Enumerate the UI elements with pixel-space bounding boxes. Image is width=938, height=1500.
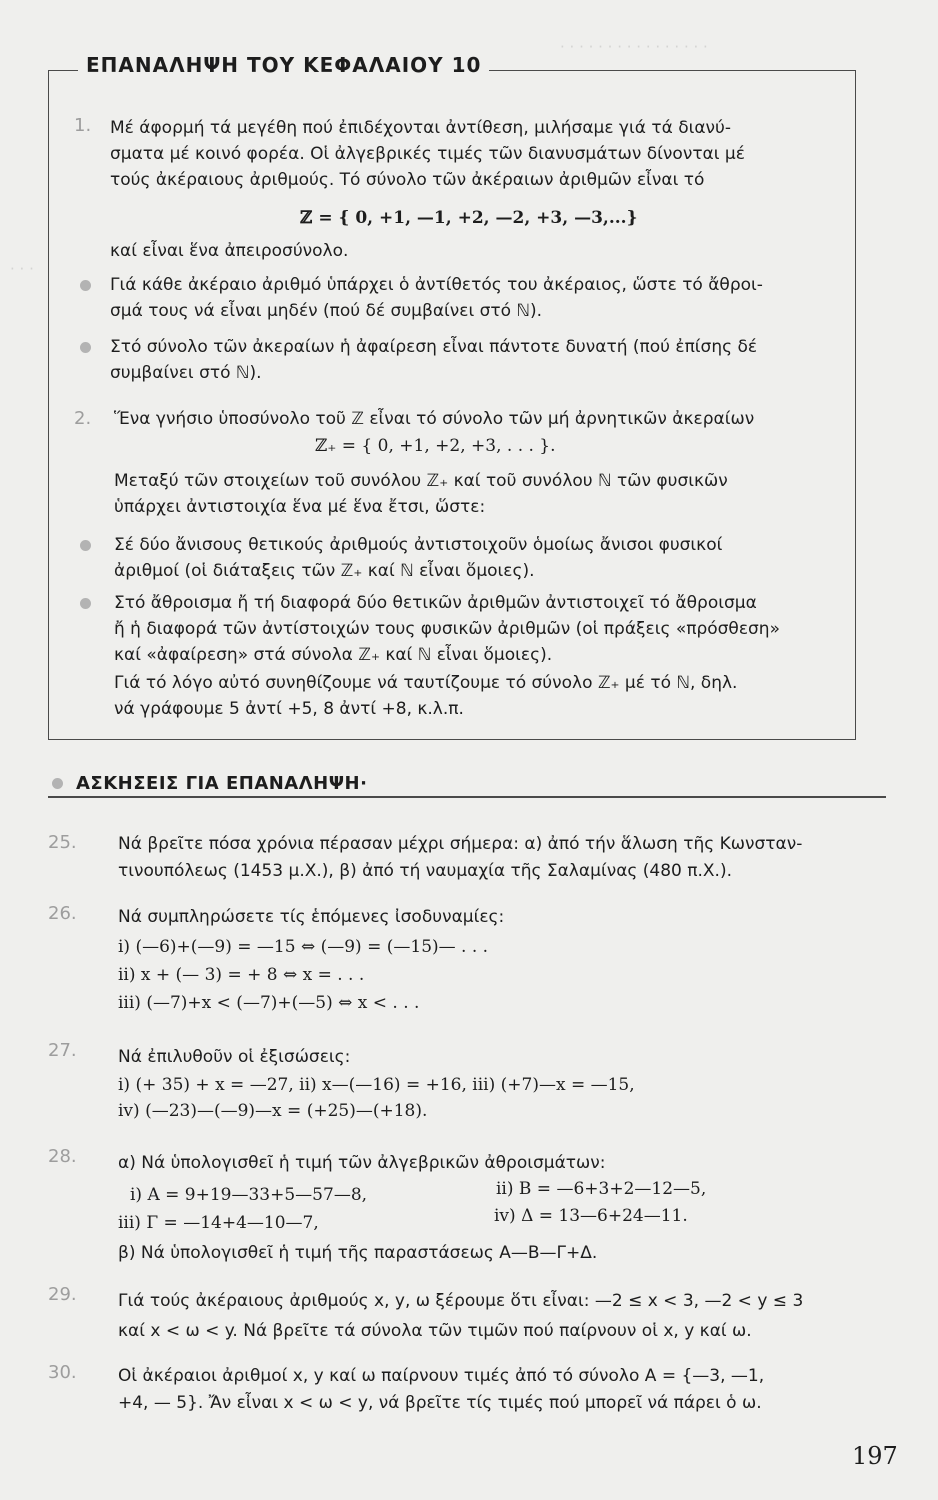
exercise-number: 29. xyxy=(48,1284,77,1305)
bleed-through-text: · · · xyxy=(10,260,34,278)
exercise-line: Γιά τούς ἀκέραιους ἀριθμούς x, y, ω ξέρουμε ὅτι εἶναι: —2 ≤ x < 3, —2 < y ≤ 3 xyxy=(118,1291,804,1311)
exercise-line: τινουπόλεως (1453 μ.Χ.), β) ἀπό τή ναυμαχία τῆς Σαλαμίνας (480 π.Χ.). xyxy=(118,861,732,881)
exercise-line: Νά συμπληρώσετε τίς ἑπόμενες ἰσοδυναμίες: xyxy=(118,907,505,927)
summary-title: ΕΠΑΝΑΛΗΨΗ ΤΟΥ ΚΕΦΑΛΑΙΟΥ 10 xyxy=(78,53,489,77)
text-line: καί «ἀφαίρεση» στά σύνολα ℤ₊ καί ℕ εἶναι ὅμοιες). xyxy=(114,645,553,665)
exercise-line: iv) (—23)—(—9)—x = (+25)—(+18). xyxy=(118,1101,428,1121)
bullet-dot xyxy=(80,342,91,353)
text-line: Στό σύνολο τῶν ἀκεραίων ἡ ἀφαίρεση εἶναι πάντοτε δυνατή (πού ἐπίσης δέ xyxy=(110,337,758,357)
text-line: νά γράφουμε 5 ἀντί +5, 8 ἀντί +8, κ.λ.π. xyxy=(114,699,464,719)
item-number: 1. xyxy=(74,115,92,136)
item-number: 2. xyxy=(74,408,92,429)
exercise-number: 28. xyxy=(48,1146,77,1167)
text-line: ἤ ἡ διαφορά τῶν ἀντίστοιχών τους φυσικῶν ἀριθμῶν (οἱ πράξεις «πρόσθεση» xyxy=(114,619,780,639)
text-line: Στό ἄθροισμα ἤ τή διαφορά δύο θετικῶν ἀριθμῶν ἀντιστοιχεῖ τό ἄθροισμα xyxy=(114,593,757,613)
exercise-line: +4, — 5}. Ἄν εἶναι x < ω < y, νά βρεῖτε τίς τιμές πού μπορεῖ νά πάρει ὁ ω. xyxy=(118,1393,762,1413)
exercise-line: β) Νά ὑπολογισθεῖ ἡ τιμή τῆς παραστάσεως Α—Β—Γ+Δ. xyxy=(118,1243,598,1263)
exercise-line: καί x < ω < y. Νά βρεῖτε τά σύνολα τῶν τιμῶν πού παίρνουν οἱ x, y καί ω. xyxy=(118,1321,752,1341)
bullet-dot xyxy=(80,598,91,609)
exercise-line: Οἱ ἀκέραιοι ἀριθμοί x, y καί ω παίρνουν τιμές ἀπό τό σύνολο Α = {—3, —1, xyxy=(118,1366,765,1386)
text-line: τούς ἀκέραιους ἀριθμούς. Τό σύνολο τῶν ἀκέραιων ἀριθμῶν εἶναι τό xyxy=(110,170,705,190)
exercise-number: 26. xyxy=(48,903,77,924)
exercise-line: iii) (—7)+x < (—7)+(—5) ⇔ x < . . . xyxy=(118,993,420,1013)
bullet-dot xyxy=(80,280,91,291)
exercise-number: 25. xyxy=(48,832,77,853)
bleed-through-text: · · · · · · · · · · · · · · · · xyxy=(560,38,708,56)
exercise-number: 30. xyxy=(48,1362,77,1383)
exercise-line: iv) Δ = 13—6+24—11. xyxy=(494,1206,688,1226)
text-line: Μεταξύ τῶν στοιχείων τοῦ συνόλου ℤ₊ καί τοῦ συνόλου ℕ τῶν φυσικῶν xyxy=(114,471,728,491)
text-line: Γιά τό λόγο αὐτό συνηθίζουμε νά ταυτίζουμε τό σύνολο ℤ₊ μέ τό ℕ, δηλ. xyxy=(114,673,738,693)
divider xyxy=(48,796,886,798)
exercise-line: i) Α = 9+19—33+5—57—8, xyxy=(130,1185,368,1205)
text-line: Σέ δύο ἄνισους θετικούς ἀριθμούς ἀντιστοιχοῦν ὁμοίως ἄνισοι φυσικοί xyxy=(114,535,723,555)
text-line: σμά τους νά εἶναι μηδέν (πού δέ συμβαίνει στό ℕ). xyxy=(110,301,543,321)
text-line: Γιά κάθε ἀκέραιο ἀριθμό ὑπάρχει ὁ ἀντίθετός του ἀκέραιος, ὥστε τό ἄθροι- xyxy=(110,275,763,295)
exercise-line: i) (+ 35) + x = —27, ii) x—(—16) = +16, iii) (+7)—x = —15, xyxy=(118,1075,635,1095)
exercise-line: Νά ἐπιλυθοῦν οἱ ἐξισώσεις: xyxy=(118,1047,351,1067)
exercise-line: i) (—6)+(—9) = —15 ⇔ (—9) = (—15)— . . . xyxy=(118,937,489,957)
positive-set-formula: ℤ₊ = { 0, +1, +2, +3, . . . }. xyxy=(315,436,556,456)
text-line: Ἕνα γνήσιο ὑποσύνολο τοῦ ℤ εἶναι τό σύνολο τῶν μή ἀρνητικῶν ἀκεραίων xyxy=(114,409,755,429)
exercise-line: α) Νά ὑπολογισθεῖ ἡ τιμή τῶν ἀλγεβρικῶν ἀθροισμάτων: xyxy=(118,1153,606,1173)
bullet-dot xyxy=(80,540,91,551)
text-line: συμβαίνει στό ℕ). xyxy=(110,363,262,383)
exercise-number: 27. xyxy=(48,1040,77,1061)
text-line: Μέ άφορμή τά μεγέθη πού ἐπιδέχονται ἀντίθεση, μιλήσαμε γιά τά διανύ- xyxy=(110,118,732,138)
bullet-dot xyxy=(52,778,63,789)
text-line: ὑπάρχει ἀντιστοιχία ἕνα μέ ἕνα ἔτσι, ὥστε: xyxy=(114,497,486,517)
exercises-title: ΑΣΚΗΣΕΙΣ ΓΙΑ ΕΠΑΝΑΛΗΨΗ· xyxy=(76,773,368,794)
exercise-line: iii) Γ = —14+4—10—7, xyxy=(118,1213,319,1233)
text-line: σματα μέ κοινό φορέα. Οἱ ἀλγεβρικές τιμές τῶν διανυσμάτων δίνονται μέ xyxy=(110,144,745,164)
text-line: καί εἶναι ἕνα ἀπειροσύνολο. xyxy=(110,241,349,261)
text-line: ἀριθμοί (οἱ διάταξεις τῶν ℤ₊ καί ℕ εἶναι ὅμοιες). xyxy=(114,561,535,581)
page-number: 197 xyxy=(852,1442,898,1470)
exercise-line: Νά βρεῖτε πόσα χρόνια πέρασαν μέχρι σήμερα: α) ἀπό τήν ἅλωση τῆς Κωνσταν- xyxy=(118,834,803,854)
exercise-line: ii) x + (— 3) = + 8 ⇔ x = . . . xyxy=(118,965,365,985)
exercise-line: ii) Β = —6+3+2—12—5, xyxy=(496,1179,707,1199)
integer-set-formula: ℤ = { 0, +1, —1, +2, —2, +3, —3,...} xyxy=(300,208,638,228)
